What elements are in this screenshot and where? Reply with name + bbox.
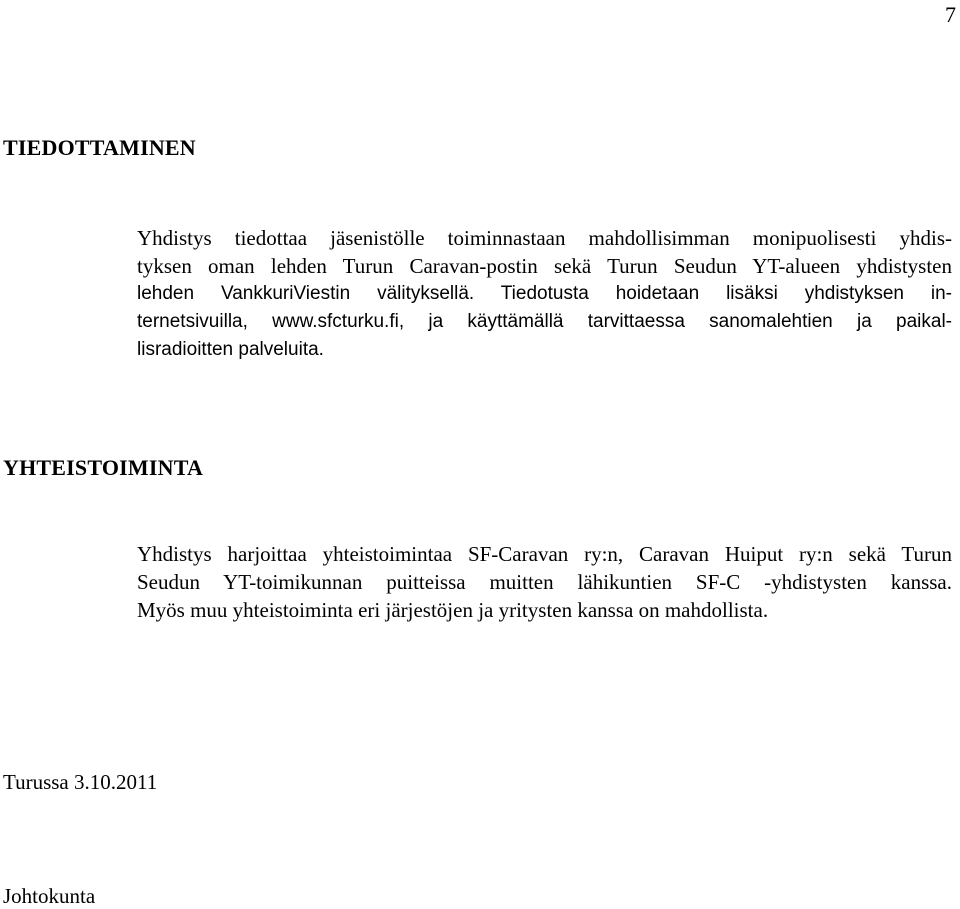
paragraph-line: Yhdistys harjoittaa yhteistoimintaa SF-Caravan ry:n, Caravan Huiput ry:n sekä Turun <box>137 542 952 566</box>
paragraph-line: lehden VankkuriViestin välityksellä. Tiedotusta hoidetaan lisäksi yhdistyksen in- <box>137 283 952 304</box>
signer: Johtokunta <box>3 884 96 908</box>
paragraph-tiedottaminen <box>137 224 952 364</box>
paragraph-line: ternetsivuilla, www.sfcturku.fi, ja käyttämällä tarvittaessa sanomalehtien ja paikal- <box>137 311 952 332</box>
page-number: 7 <box>945 2 956 27</box>
section-heading-tiedottaminen: TIEDOTTAMINEN <box>3 135 196 160</box>
paragraph-line: Myös muu yhteistoiminta eri järjestöjen ja yritysten kanssa on mahdollista. <box>137 598 769 622</box>
paragraph-line: lisradioitten palveluita. <box>137 339 324 360</box>
paragraph-line: Seudun YT-toimikunnan puitteissa muitten lähikuntien SF-C -yhdistysten kanssa. <box>137 570 952 594</box>
paragraph-line: tyksen oman lehden Turun Caravan-postin sekä Turun Seudun YT-alueen yhdistysten <box>137 254 952 278</box>
paragraph-line: Yhdistys tiedottaa jäsenistölle toiminnastaan mahdollisimman monipuolisesti yhdis- <box>137 226 952 250</box>
section-heading-yhteistoiminta: YHTEISTOIMINTA <box>3 455 204 480</box>
place-date: Turussa 3.10.2011 <box>3 770 158 794</box>
paragraph-yhteistoiminta <box>137 540 952 624</box>
